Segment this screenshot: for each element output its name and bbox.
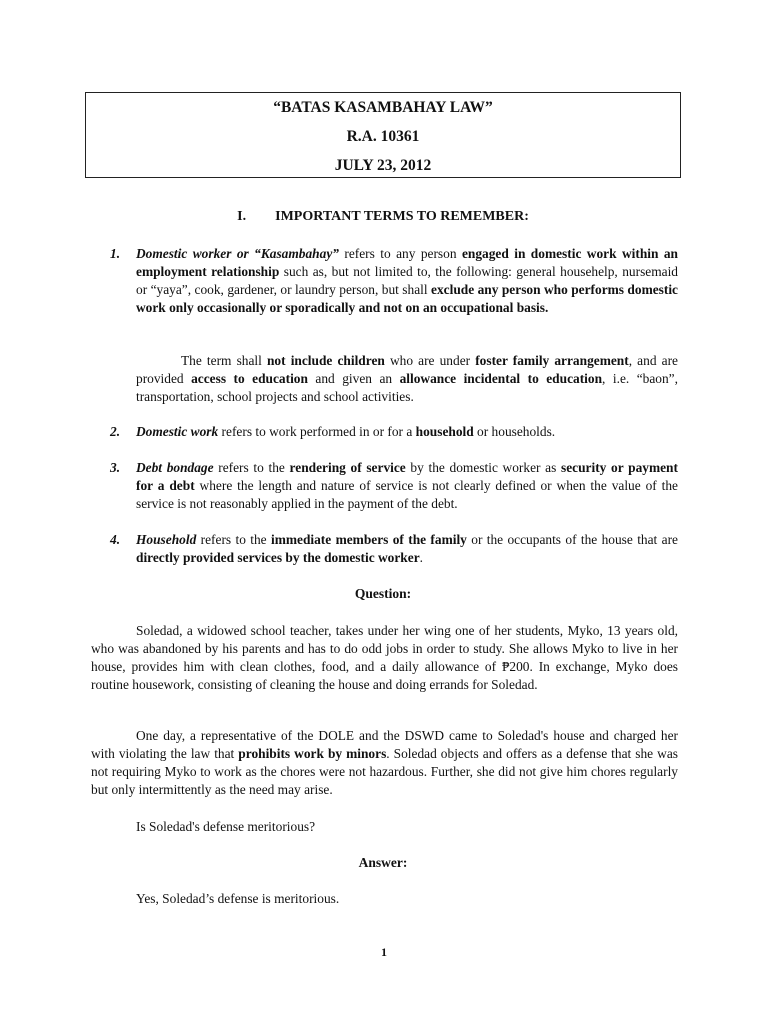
definition-text: or households. [473,424,556,439]
item-number: 4. [110,532,121,547]
paragraph-text: One day, a representative of the DOLE and the DSWD came to Soledad's house and charged her with violating the law that [91,728,678,761]
definition-emphasis: directly provided services by the domestic worker [136,550,420,565]
definition-text: such as, but not limited to, the following: general househelp, nursemaid or “yaya”, cook, gardener, or laundry person, but shall [136,264,678,297]
item-number: 1. [110,246,121,261]
term-item-2 [110,423,678,441]
question-charge-paragraph [91,727,678,799]
term-item-3 [110,459,678,513]
section-number: I. [237,209,247,224]
title-box [85,92,681,178]
note-emphasis: allowance incidental to education [399,371,603,386]
term-item-1 [110,245,678,317]
definition-emphasis: engaged in domestic work within an employment relationship [136,246,678,279]
term-name: Household [136,532,197,547]
section-title: IMPORTANT TERMS TO REMEMBER: [275,209,529,224]
question-heading: Question: [354,586,412,601]
definition-text: refers to any person [338,246,462,261]
section-heading [85,209,681,225]
definition-text: . [419,550,423,565]
term-name: Debt bondage [136,460,214,475]
answer-heading: Answer: [358,855,408,870]
note-text: The term shall [181,353,267,368]
note-text: , and are provided [136,353,678,386]
definition-text: or the occupants of the house that are [466,532,678,547]
republic-act-number: R.A. 10361 [346,128,420,145]
law-title: “BATAS KASAMBAHAY LAW” [273,99,493,116]
definition-text: refers to the [196,532,271,547]
definition-text: refers to work performed in or for a [218,424,416,439]
note-text: who are under [384,353,476,368]
term-item-4 [110,531,678,567]
note-emphasis: foster family arrangement [475,353,629,368]
item-number: 3. [110,460,121,475]
definition-text: refers to the [213,460,290,475]
definition-text: by the domestic worker as [405,460,561,475]
definition-emphasis: household [415,424,474,439]
law-date: JULY 23, 2012 [334,157,432,174]
note-emphasis: access to education [191,371,308,386]
note-emphasis: not include children [266,353,385,368]
note-text: and given an [307,371,400,386]
question-facts-paragraph: Soledad, a widowed school teacher, takes under her wing one of her students, Myko, 13 years old, who was abandoned by his parents and has to do odd jobs in order to study. She allows Myko to live in her house, provides him with clean clothes, food, and a daily allowance of ₱200. In exchange, Myko does routine housework, consisting of cleaning the house and doing errands for Soledad. [91,623,678,692]
definition-emphasis: security or payment for a debt [136,460,678,493]
page-number: 1 [381,945,387,959]
definition-text: where the length and nature of service is not clearly defined or when the value of the service is not reasonably applied in the payment of the debt. [136,478,678,511]
question-ask: Is Soledad's defense meritorious? [136,819,316,834]
term-name: Domestic worker or “Kasambahay” [136,246,339,261]
definition-emphasis: rendering of service [289,460,406,475]
term-name: Domestic work [136,424,219,439]
paragraph-emphasis: prohibits work by minors [238,746,387,761]
definition-emphasis: exclude any person who performs domestic work only occasionally or sporadically and not on an occupational basis. [136,282,679,315]
definition-emphasis: immediate members of the family [270,532,467,547]
note-text: , i.e. “baon”, transportation, school projects and school activities. [136,371,678,404]
item-number: 2. [110,424,121,439]
paragraph-text: . Soledad objects and offers as a defense that she was not requiring Myko to work as the chores were not hazardous. Further, she did not give him chores regularly but only intermittently as the need may arise. [91,746,678,797]
exclusion-note [136,352,678,406]
answer-text: Yes, Soledad’s defense is meritorious. [136,891,340,906]
